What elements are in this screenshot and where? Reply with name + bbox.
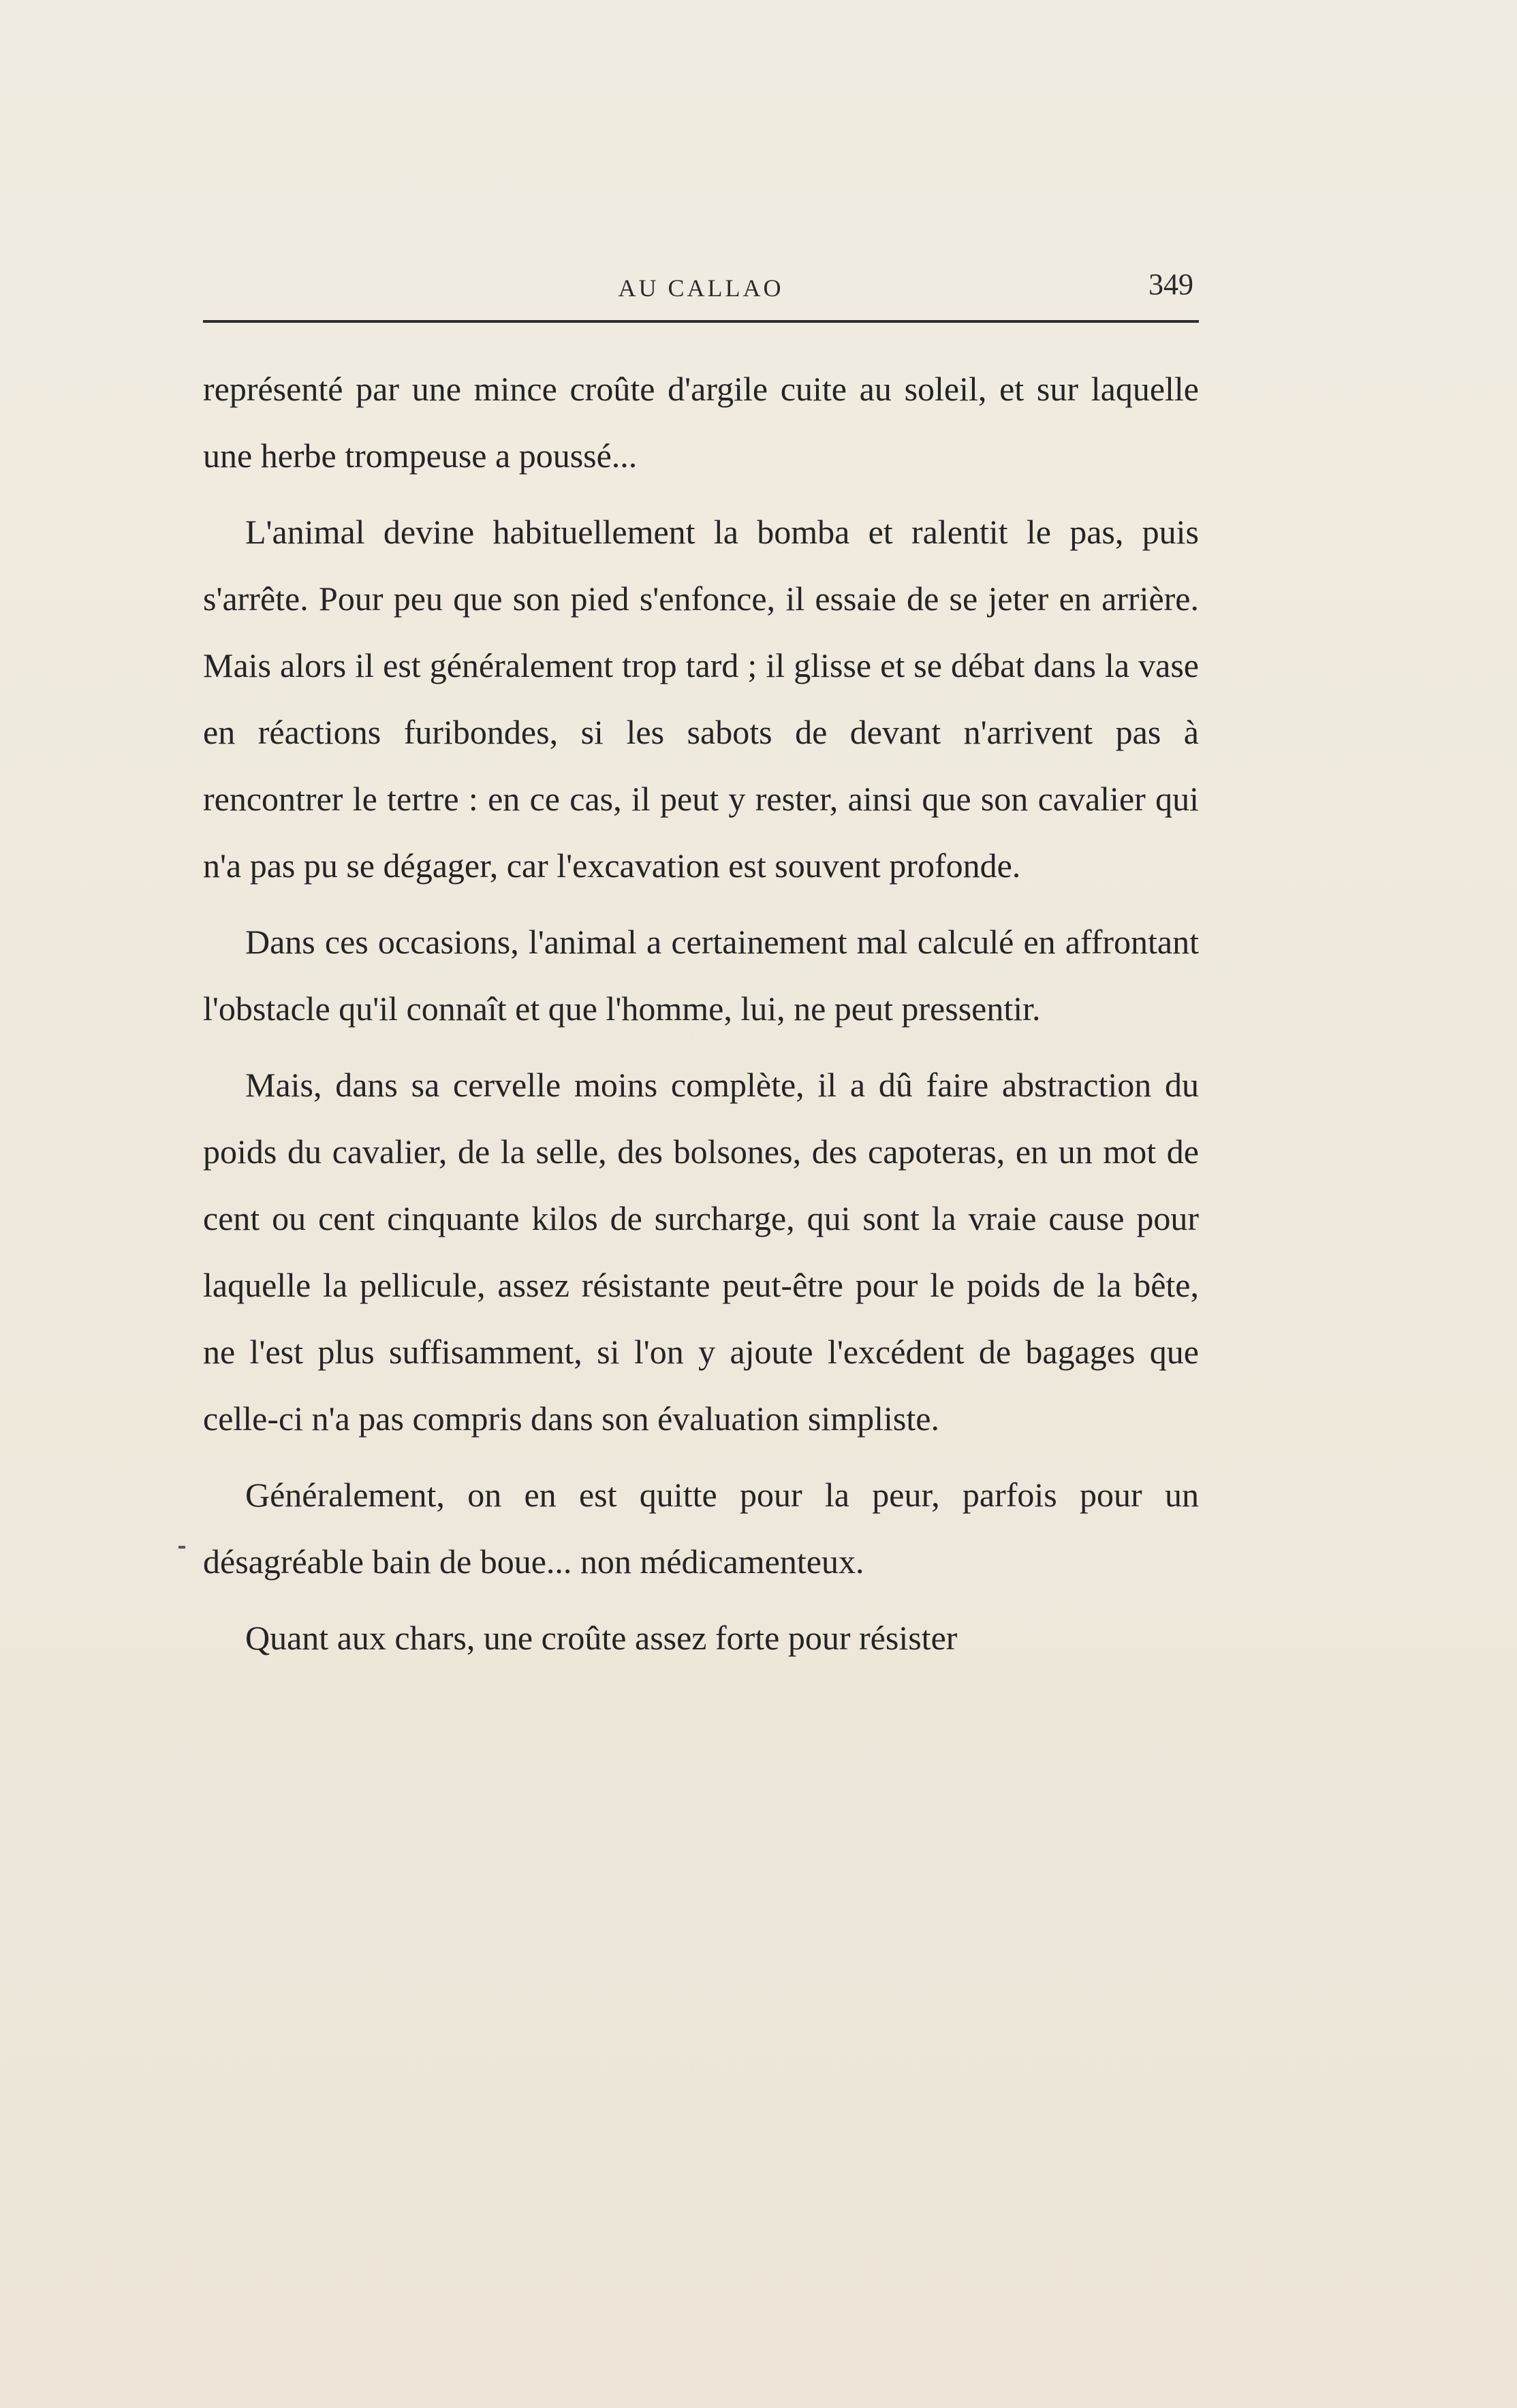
page-header (203, 267, 1199, 315)
body-text (203, 355, 1199, 1671)
paragraph-2: L'animal devine habituellement la bomba et ralentit le pas, puis s'arrête. Pour peu que son pied s'enfonce, il essaie de se jeter en arrière. Mais alors il est généralement trop tard ; il glisse et se débat dans la vase en réactions furibondes, si les sabots de devant n'arrivent pas à rencontrer le tertre : en ce cas, il peut y rester, ainsi que son cavalier qui n'a pas pu se dégager, car l'excavation est souvent profonde. (203, 513, 1199, 885)
paragraph-4: Mais, dans sa cervelle moins complète, il a dû faire abstraction du poids du cavalier, de la selle, des bolsones, des capoteras, en un mot de cent ou cent cinquante kilos de surcharge, qui sont la vraie cause pour laquelle la pellicule, assez résistante peut-être pour le poids de la bête, ne l'est plus suffisamment, si l'on y ajoute l'excédent de bagages que celle-ci n'a pas compris dans son évaluation simpliste. (203, 1066, 1199, 1438)
header-rule (203, 320, 1199, 323)
paragraph-1: représenté par une mince croûte d'argile cuite au soleil, et sur laquelle une herbe trompeuse a poussé... (203, 370, 1199, 475)
running-head: AU CALLAO (618, 274, 784, 302)
paragraph-5: Généralement, on en est quitte pour la peur, parfois pour un désagréable bain de boue... non médicamenteux. (203, 1476, 1199, 1581)
page-number: 349 (1148, 268, 1193, 301)
margin-mark (178, 1546, 185, 1549)
paragraph-3: Dans ces occasions, l'animal a certainement mal calculé en affrontant l'obstacle qu'il connaît et que l'homme, lui, ne peut pressentir. (203, 923, 1199, 1028)
paragraph-6: Quant aux chars, une croûte assez forte pour résister (245, 1619, 958, 1657)
